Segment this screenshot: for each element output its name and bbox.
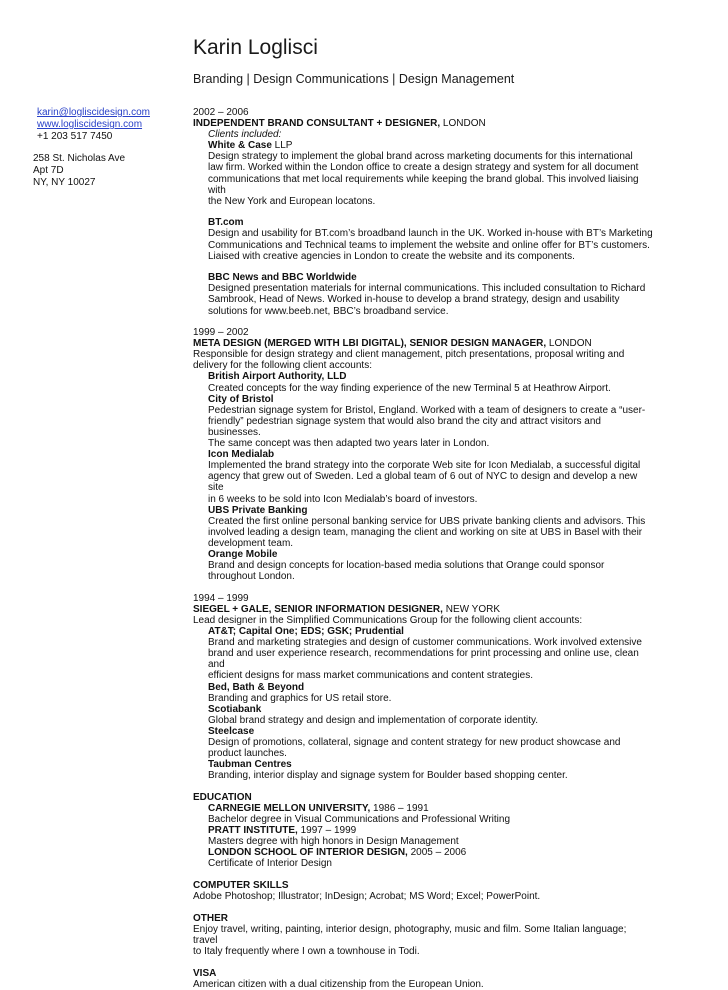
- client-entry: [193, 140, 653, 207]
- job-entry: [193, 107, 653, 317]
- resume-name: Karin Loglisci: [193, 36, 318, 59]
- contact-block: [33, 107, 150, 189]
- job-dates: 1994 – 1999: [193, 592, 249, 604]
- address-line: NY, NY 10027: [33, 177, 96, 188]
- client-entry: [193, 726, 653, 759]
- client-desc-line: Design of promotions, collateral, signage and content strategy for new product showcase and product launches.: [208, 736, 621, 760]
- school-years: 2005 – 2006: [407, 847, 467, 859]
- client-entry: [193, 449, 653, 504]
- phone-number: +1 203 517 7450: [37, 131, 113, 142]
- client-desc-line: law firm. Worked within the London office to create a design strategy and system for all document: [208, 162, 639, 174]
- client-desc-line: Implemented the brand strategy into the corporate Web site for Icon Medialab, a successful digital: [208, 460, 641, 472]
- school-degree: Masters degree with high honors in Design Management: [208, 836, 459, 848]
- resume-tagline: Branding | Design Communications | Design Management: [193, 72, 515, 86]
- skills-section: [193, 880, 653, 902]
- website-link[interactable]: www.logliscidesign.com: [37, 119, 143, 130]
- client-desc-line: throughout London.: [208, 571, 295, 583]
- client-name: Icon Medialab: [208, 449, 275, 461]
- job-entry: [193, 327, 653, 582]
- client-name: BT.com: [208, 217, 244, 229]
- job-title: META DESIGN (MERGED WITH LBI DIGITAL), SENIOR DESIGN MANAGER,: [193, 338, 547, 350]
- client-desc-line: Brand and marketing strategies and design of customer communications. Work involved extensive: [208, 637, 642, 649]
- client-name: Taubman Centres: [208, 759, 292, 771]
- client-name: Orange Mobile: [208, 548, 278, 560]
- client-name: Steelcase: [208, 725, 255, 737]
- client-entry: [193, 505, 653, 549]
- other-section: [193, 913, 653, 957]
- client-desc-line: Designed presentation materials for internal communications. This included consultation to Richard: [208, 283, 646, 295]
- resume-body: [193, 107, 653, 990]
- school-entry: [193, 847, 653, 869]
- client-desc-line: the New York and European locatons.: [208, 195, 376, 207]
- client-entry: [193, 272, 653, 316]
- job-entry: [193, 593, 653, 782]
- client-desc-line: Created the first online personal banking service for UBS private banking clients and advisors. This: [208, 515, 646, 527]
- visa-text: American citizen with a dual citizenship from the European Union.: [193, 978, 484, 990]
- school-years: 1986 – 1991: [370, 802, 429, 814]
- client-entry: [193, 626, 653, 681]
- client-desc-line: Design strategy to implement the global brand across marketing documents for this international: [208, 151, 633, 163]
- client-desc-line: communications that met local requirements while keeping the brand global. This involved liaising with: [208, 173, 639, 196]
- client-entry: [193, 682, 653, 704]
- school-name: LONDON SCHOOL OF INTERIOR DESIGN,: [208, 847, 408, 859]
- client-name: White & Case: [208, 140, 272, 152]
- client-desc-line: friendly” pedestrian signage system that would also brand the city and attract visitors and businesses.: [208, 415, 601, 438]
- client-desc-line: Communications and Technical teams to implement the website and online offer for BT’s customers.: [208, 239, 650, 251]
- job-dates: 2002 – 2006: [193, 107, 249, 118]
- skills-heading: COMPUTER SKILLS: [193, 880, 289, 891]
- client-name: UBS Private Banking: [208, 504, 308, 516]
- client-desc-line: The same concept was then adapted two years later in London.: [208, 438, 490, 450]
- job-location: LONDON: [440, 118, 486, 130]
- client-entry: [193, 371, 653, 393]
- other-line: Enjoy travel, writing, painting, interior design, photography, music and film. Some Italian language; travel: [193, 923, 627, 946]
- school-entry: [193, 803, 653, 825]
- client-desc-line: Sambrook, Head of News. Worked in-house to develop a brand strategy, design and usability: [208, 294, 620, 306]
- client-suffix: LLP: [271, 140, 293, 152]
- client-desc-line: development team.: [208, 537, 294, 549]
- client-desc-line: involved leading a design team, managing the client and working on site at UBS in Basel with their: [208, 526, 643, 538]
- client-name: BBC News and BBC Worldwide: [208, 272, 357, 284]
- client-desc-line: Brand and design concepts for location-based media solutions that Orange could sponsor: [208, 560, 605, 572]
- client-name: Bed, Bath & Beyond: [208, 681, 305, 693]
- job-location: LONDON: [546, 338, 592, 350]
- client-name: Scotiabank: [208, 703, 262, 715]
- skills-text: Adobe Photoshop; Illustrator; InDesign; Acrobat; MS Word; Excel; PowerPoint.: [193, 891, 541, 903]
- client-desc-line: solutions for www.beeb.net, BBC’s broadband service.: [208, 305, 449, 317]
- education-section: [193, 792, 653, 870]
- job-intro-line: delivery for the following client accounts:: [193, 360, 372, 372]
- education-heading: EDUCATION: [193, 791, 252, 803]
- client-entry: [193, 394, 653, 449]
- job-title-line: [193, 118, 653, 129]
- client-desc-line: Liaised with creative agencies in London to create the website and its components.: [208, 250, 575, 262]
- job-title-line: [193, 338, 653, 349]
- school-name: CARNEGIE MELLON UNIVERSITY,: [208, 802, 371, 814]
- school-degree: Bachelor degree in Visual Communications and Professional Writing: [208, 814, 511, 826]
- address-line: 258 St. Nicholas Ave: [33, 153, 126, 164]
- client-desc-line: Branding and graphics for US retail store.: [208, 692, 392, 704]
- address-line: Apt 7D: [33, 165, 64, 176]
- client-entry: [193, 549, 653, 582]
- client-desc-line: brand and user experience research, recommendations for print processing and online use, clean and: [208, 648, 639, 671]
- clients-label: Clients included:: [208, 129, 282, 141]
- client-desc-line: agency that grew out of Sweden. Led a global team of 6 out of NYC to design and develop a new site: [208, 471, 638, 494]
- client-desc-line: Pedestrian signage system for Bristol, England. Worked with a team of designers to create a “user-: [208, 404, 646, 416]
- school-degree: Certificate of Interior Design: [208, 858, 332, 870]
- job-title-line: [193, 604, 653, 615]
- job-intro-line: Responsible for design strategy and client management, pitch presentations, proposal writing and: [193, 349, 625, 361]
- email-link[interactable]: karin@logliscidesign.com: [37, 107, 150, 118]
- client-desc-line: Created concepts for the way finding experience of the new Terminal 5 at Heathrow Airport.: [208, 382, 611, 394]
- other-heading: OTHER: [193, 912, 228, 924]
- visa-section: [193, 968, 653, 990]
- client-desc-line: in 6 weeks to be sold into Icon Medialab’s board of investors.: [208, 493, 478, 505]
- client-name: City of Bristol: [208, 393, 274, 405]
- visa-heading: VISA: [193, 967, 217, 979]
- other-line: to Italy frequently where I own a townhouse in Todi.: [193, 945, 420, 957]
- job-intro-line: Lead designer in the Simplified Communications Group for the following client accounts:: [193, 614, 583, 626]
- job-title: INDEPENDENT BRAND CONSULTANT + DESIGNER,: [193, 118, 441, 130]
- job-location: NEW YORK: [442, 603, 500, 615]
- client-desc-line: Global brand strategy and design and implementation of corporate identity.: [208, 714, 539, 726]
- school-name: PRATT INSTITUTE,: [208, 825, 298, 837]
- client-entry: [193, 217, 653, 261]
- client-desc-line: Branding, interior display and signage system for Boulder based shopping center.: [208, 770, 568, 782]
- school-years: 1997 – 1999: [297, 825, 357, 837]
- client-desc-line: efficient designs for mass market communications and content strategies.: [208, 670, 533, 682]
- client-name: British Airport Authority, LLD: [208, 371, 347, 383]
- job-title: SIEGEL + GALE, SENIOR INFORMATION DESIGNER,: [193, 603, 443, 615]
- client-name: AT&T; Capital One; EDS; GSK; Prudential: [208, 626, 404, 638]
- client-desc-line: Design and usability for BT.com’s broadband launch in the UK. Worked in-house with BT’s Marketing: [208, 228, 653, 240]
- client-entry: [193, 704, 653, 726]
- school-entry: [193, 825, 653, 847]
- job-dates: 1999 – 2002: [193, 327, 249, 339]
- client-entry: [193, 759, 653, 781]
